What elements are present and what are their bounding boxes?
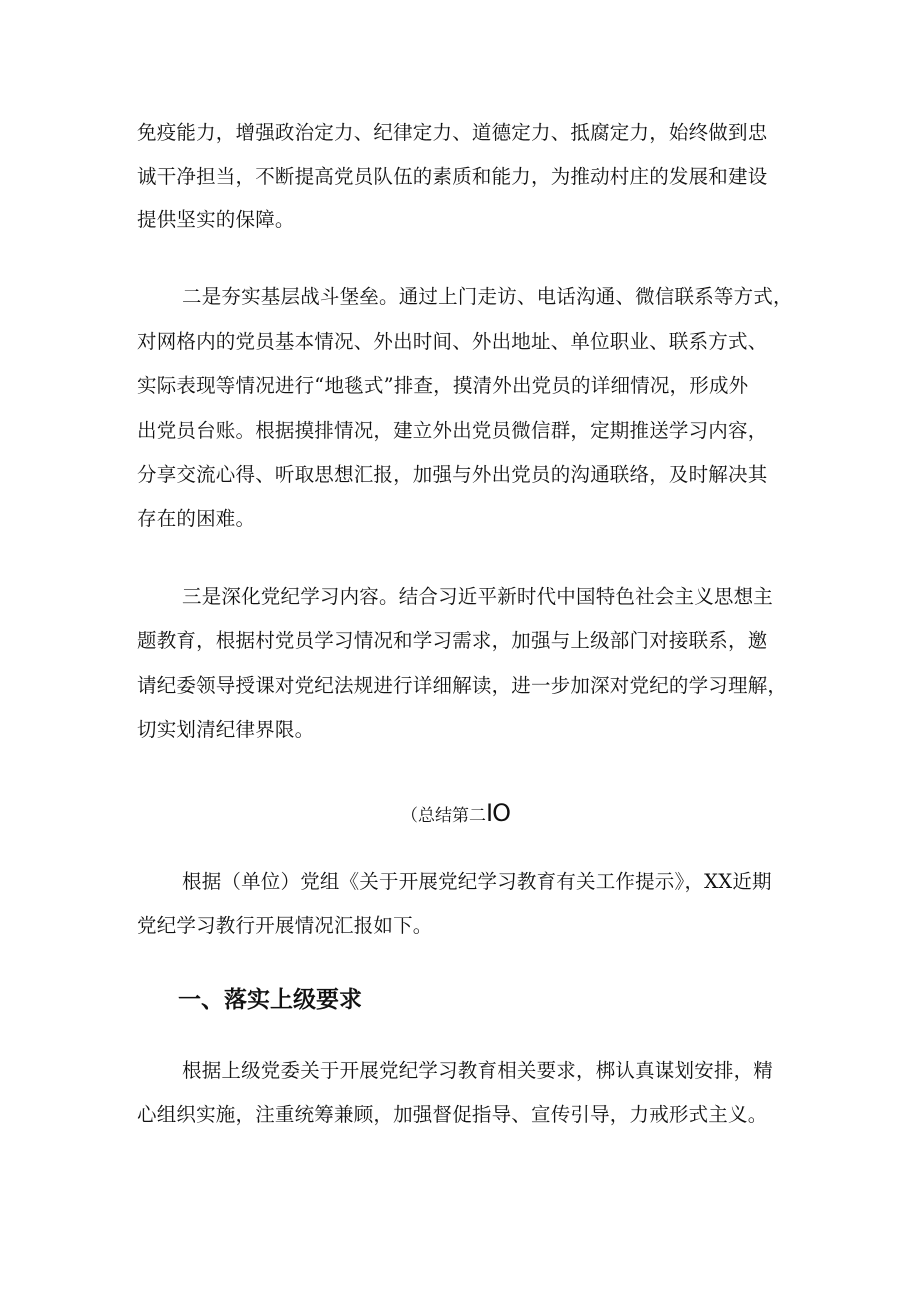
paragraph-line: 根据（单位）党组《关于开展党纪学习教育有关工作提示》，XX近期 [182, 870, 772, 893]
paragraph-line: 根据上级党委关于开展党纪学习教育相关要求，梆认真谋划安排，精 [182, 1059, 774, 1082]
section-title-suffix: IO [486, 799, 510, 827]
section-title [401, 800, 510, 829]
paragraph-line: 三是深化党纪学习内容。结合习近平新时代中国特色社会主义思想主 [182, 585, 774, 608]
heading-one: 一、落实上级要求 [178, 987, 362, 1013]
paragraph-line: 切实划清纪律界限。 [137, 718, 315, 741]
paragraph-line: 题教育，根据村党员学习情况和学习需求，加强与上级部门对接联系，邀 [137, 629, 768, 652]
paragraph-line: 存在的困难。 [137, 507, 256, 530]
paragraph-line: 对网格内的党员基本情况、外出时间、外出地址、单位职业、联系方式、 [137, 330, 768, 353]
paragraph-line: 二是夯实基层战斗堡垒。通过上门走访、电话沟通、微信联系等方式， [182, 285, 793, 308]
paragraph-line: 请纪委领导授课对党纪法规进行详细解读，进一步加深对党纪的学习理解， [137, 674, 788, 697]
paragraph-line: 分享交流心得、听取思想汇报，加强与外出党员的沟通联络，及时解决其 [137, 463, 768, 486]
paragraph-line: 免疫能力，增强政治定力、纪律定力、道德定力、抵腐定力，始终做到忠 [137, 121, 768, 144]
section-title-prefix: （总结第二 [401, 806, 486, 826]
paragraph-line: 诚干净担当，不断提高党员队伍的素质和能力，为推动村庄的发展和建设 [137, 165, 768, 188]
paragraph-line: 党纪学习教行开展情况汇报如下。 [137, 914, 433, 937]
paragraph-line: 实际表现等情况进行“地毯式”排查，摸清外出党员的详细情况，形成外 [137, 374, 749, 397]
paragraph-line: 出党员台账。根据摸排情况，建立外出党员微信群，定期推送学习内容， [137, 419, 768, 442]
paragraph-line: 心组织实施，注重统筹兼顾，加强督促指导、宣传引导，力戒形式主义。 [137, 1103, 768, 1126]
paragraph-line: 提供坚实的保障。 [137, 208, 295, 231]
